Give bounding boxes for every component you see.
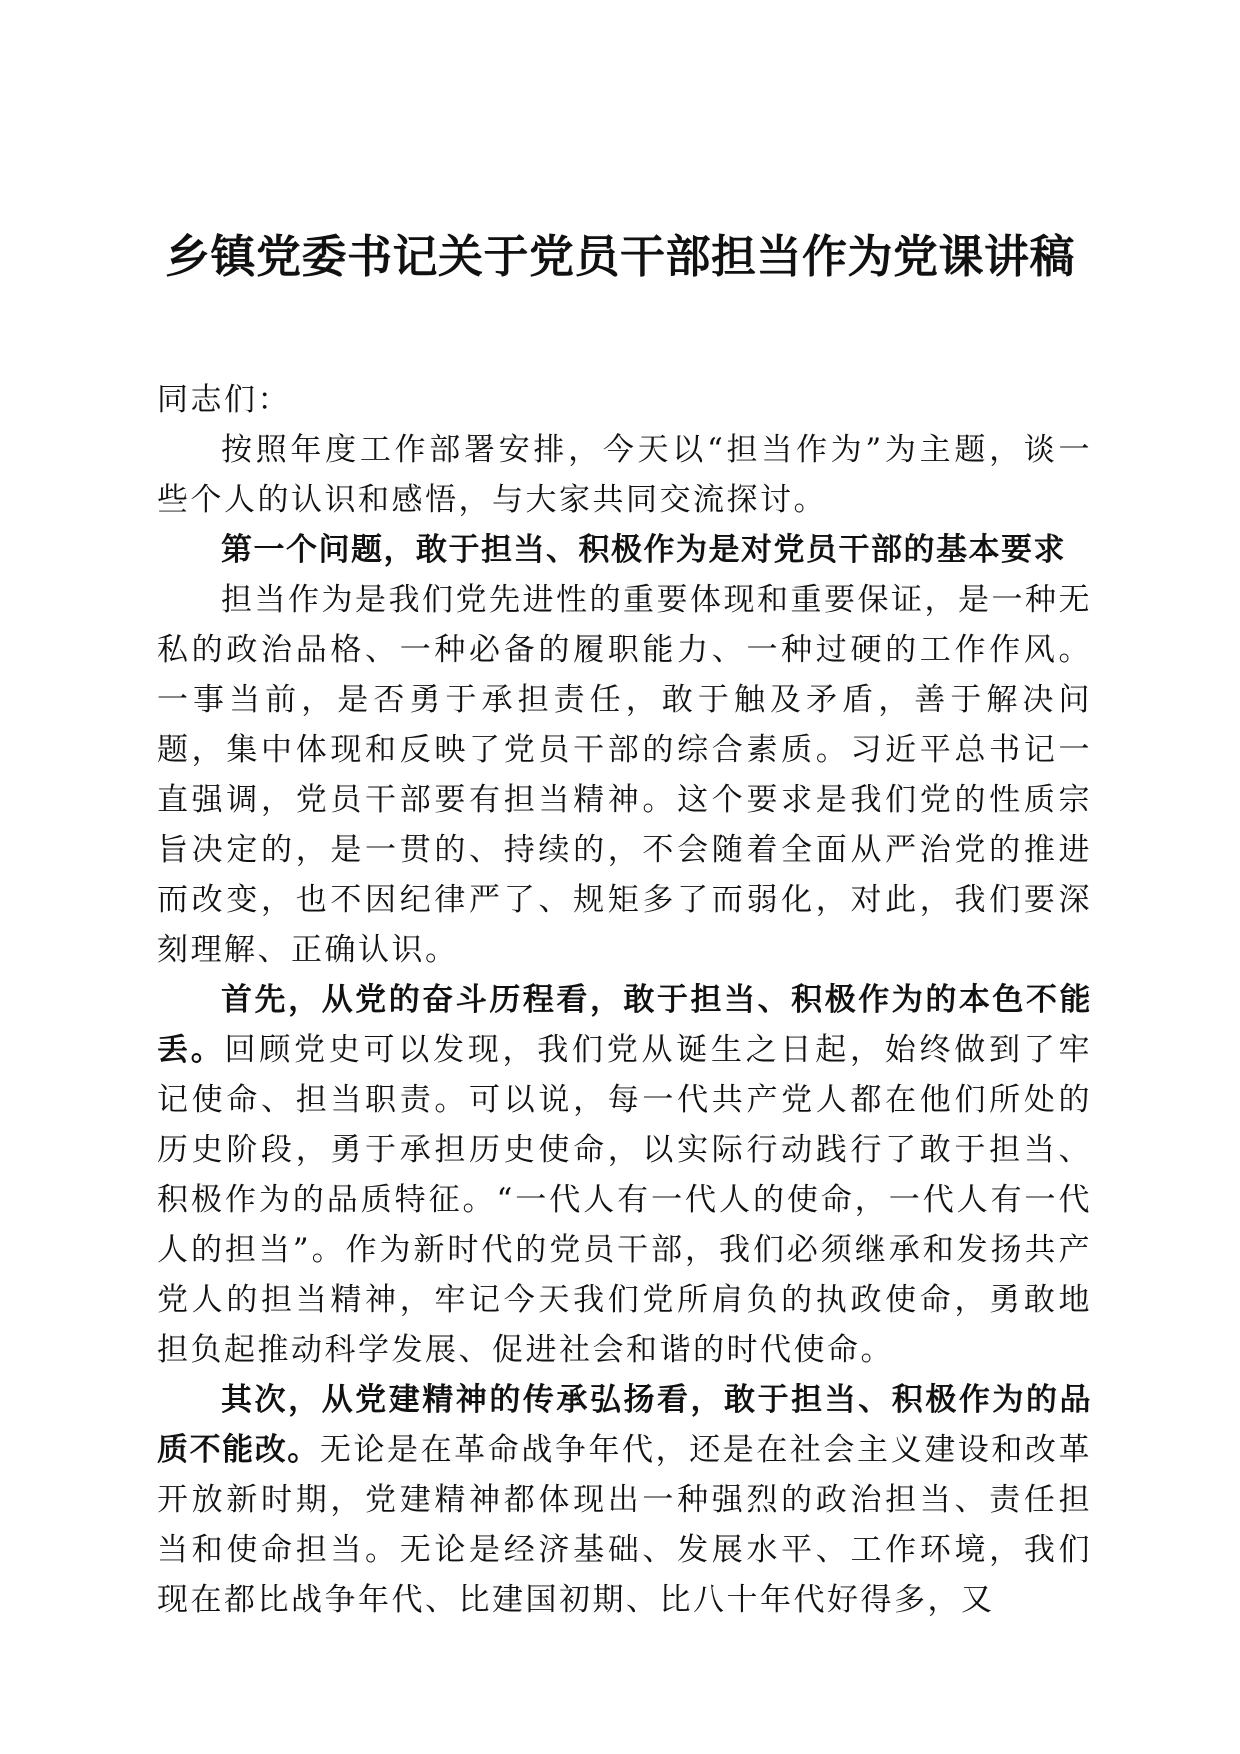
document-title: 乡镇党委书记关于党员干部担当作为党课讲稿: [164, 230, 1075, 283]
point-body-2: 无论是在革命战争年代，还是在社会主义建设和改革开放新时期，党建精神都体现出一种强烈的政治担当、责任担当和使命担当。无论是经济基础、发展水平、工作环境，我们现在都比战争年代、比建国初期、比八十年代好得多，又: [157, 1432, 1093, 1618]
point-lead-2: 其次，从党建精神的传承弘扬看，敢于担当、积极作为的品质不能改。: [157, 1382, 1092, 1468]
point-paragraph-1: [157, 975, 1092, 1375]
document-body: [157, 375, 1092, 1625]
greeting: 同志们：: [157, 382, 291, 418]
intro-paragraph: 按照年度工作部署安排，今天以“担当作为”为主题，谈一些个人的认识和感悟，与大家共同交流探讨。: [157, 432, 1092, 518]
section-heading: 第一个问题，敢于担当、积极作为是对党员干部的基本要求: [221, 532, 1066, 568]
point-body-1: 回顾党史可以发现，我们党从诞生之日起，始终做到了牢记使命、担当职责。可以说，每一代共产党人都在他们所处的历史阶段，勇于承担历史使命，以实际行动践行了敢于担当、积极作为的品质特征。“一代人有一代人的使命，一代人有一代人的担当”。作为新时代的党员干部，我们必须继承和发扬共产党人的担当精神，牢记今天我们党所肩负的执政使命，勇敢地担负起推动科学发展、促进社会和谐的时代使命。: [157, 1032, 1092, 1368]
point-lead-1: 首先，从党的奋斗历程看，敢于担当、积极作为的本色不能丢。: [157, 982, 1092, 1068]
point-paragraph-2: [157, 1375, 1092, 1625]
section-paragraph: 担当作为是我们党先进性的重要体现和重要保证，是一种无私的政治品格、一种必备的履职能力、一种过硬的工作作风。一事当前，是否勇于承担责任，敢于触及矛盾，善于解决问题，集中体现和反映了党员干部的综合素质。习近平总书记一直强调，党员干部要有担当精神。这个要求是我们党的性质宗旨决定的，是一贯的、持续的，不会随着全面从严治党的推进而改变，也不因纪律严了、规矩多了而弱化，对此，我们要深刻理解、正确认识。: [157, 582, 1092, 968]
